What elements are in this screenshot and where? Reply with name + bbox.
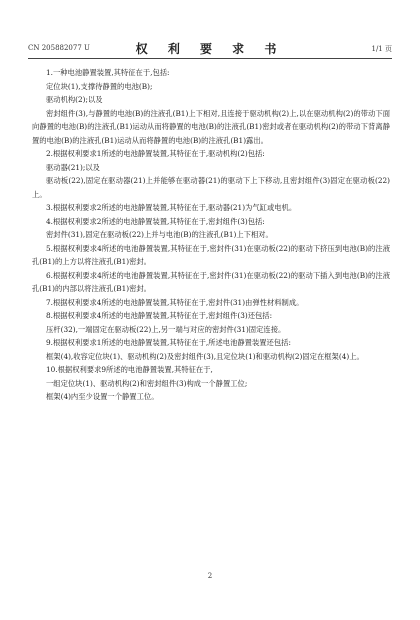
claim-paragraph: 密封组件(3),与静置的电池(B)的注液孔(B1)上下相对,且连接于驱动机构(2)上,以在驱动机构(2)的带动下面向静置的电池(B)的注液孔(B1)运动从而将静置的电池(B)的注液孔(B1)密封或者在驱动机构(2)的带动下背离静置的电池(B)的注液孔(B1)运动从而将静置的电池(B)的注液孔(B1)露出。 — [32, 108, 390, 145]
claim-paragraph: 2.根据权利要求1所述的电池静置装置,其特征在于,驱动机构(2)包括: — [46, 149, 265, 158]
page-header — [28, 40, 392, 56]
claim-paragraph: 8.根据权利要求4所述的电池静置装置,其特征在于,密封组件(3)还包括: — [46, 311, 273, 320]
header-divider — [28, 58, 392, 59]
claim-paragraph: 压杆(32),一端固定在驱动板(22)上,另一端与对应的密封件(31)固定连接。 — [46, 324, 286, 334]
claim-paragraph: 10.根据权利要求9所述的电池静置装置,其特征在于, — [46, 365, 213, 374]
claim-paragraph: 框架(4)内至少设置一个静置工位。 — [46, 392, 159, 401]
claim-paragraph: 1.一种电池静置装置,其特征在于,包括: — [46, 68, 170, 77]
claim-paragraph: 3.根据权利要求2所述的电池静置装置,其特征在于,驱动器(21)为气缸或电机。 — [46, 203, 297, 212]
claim-paragraph: 7.根据权利要求4所述的电池静置装置,其特征在于,密封件(31)由弹性材料制成。 — [46, 297, 304, 307]
claim-paragraph: 驱动板(22),固定在驱动器(21)上并能够在驱动器(21)的驱动下上下移动,且密封组件(3)固定在驱动板(22)上。 — [32, 176, 390, 199]
claim-paragraph: 一组定位块(1)、驱动机构(2)和密封组件(3)构成一个静置工位; — [46, 378, 248, 388]
claim-paragraph: 4.根据权利要求2所述的电池静置装置,其特征在于,密封组件(3)包括: — [46, 216, 265, 226]
claim-paragraph: 6.根据权利要求4所述的电池静置装置,其特征在于,密封件(31)在驱动板(22)的驱动下插入到电池(B)的注液孔(B1)的内部以将注液孔(B1)密封。 — [32, 270, 390, 293]
claim-paragraph: 密封件(31),固定在驱动板(22)上并与电池(B)的注液孔(B1)上下相对。 — [46, 230, 273, 239]
claim-paragraph: 5.根据权利要求4所述的电池静置装置,其特征在于,密封件(31)在驱动板(22)的驱动下挤压到电池(B)的注液孔(B1)的上方以将注液孔(B1)密封。 — [32, 243, 390, 266]
claim-paragraph: 驱动器(21);以及 — [46, 162, 100, 172]
claims-body — [32, 66, 390, 404]
publication-number: CN 205882077 U — [28, 44, 90, 52]
document-title: 权 利 要 求 书 — [135, 42, 285, 56]
page-indicator: 1/1 页 — [371, 45, 392, 53]
claim-paragraph: 驱动机构(2);以及 — [46, 95, 103, 104]
claim-paragraph: 定位块(1),支撑待静置的电池(B); — [46, 81, 153, 91]
claim-paragraph: 框架(4),收容定位块(1)、驱动机构(2)及密封组件(3),且定位块(1)和驱动机构(2)固定在框架(4)上。 — [46, 351, 364, 361]
claim-paragraph: 9.根据权利要求1所述的电池静置装置,其特征在于,所述电池静置装置还包括: — [46, 338, 291, 347]
page-number: 2 — [207, 572, 213, 580]
